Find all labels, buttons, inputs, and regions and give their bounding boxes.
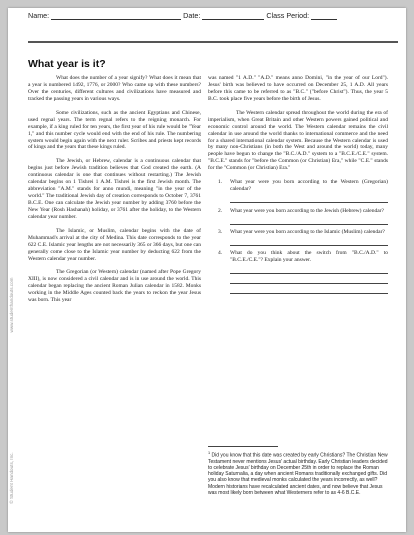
question-text: What year were you born according to the Jewish (Hebrew) calendar? — [230, 207, 384, 214]
right-column — [208, 75, 388, 299]
class-period-label: Class Period: — [266, 11, 310, 20]
regnal-years-paragraph: Some civilizations, such as the ancient Egyptians and Chinese, used regnal years. The term regnal refers to the reigning monarch. For example, if a king ruled for ten years, the first year of his rule would be "Year 1," and this number cycle would end with the end of his rule. The numbering system would begin again with the next ruler. Scribes and priests kept records of kings and the years that these kings ruled. — [28, 109, 201, 151]
side-url-text: www.studenthandouts.com — [9, 277, 14, 333]
question-text: What do you think about the switch from "B.C./A.D." to "B.C.E./C.E."? Explain your answer. — [230, 250, 388, 264]
class-period-blank — [311, 12, 337, 20]
date-label: Date: — [183, 11, 201, 20]
question-number: 3. — [218, 229, 223, 236]
date-blank — [202, 12, 264, 20]
footnote-text: Did you know that this date was created by early Christians? The Christian New Testament never mentions Jesus' actual birthday. Early Christian leaders decided to celebrate Jesus' birthday on December 25th in order to replace the Roman holiday Saturnalia, a day when ancient Romans traditionally exchanged gifts. Did you also know that medieval monks calculated the years incorrectly, as well? Modern historians have recalculated ancient dates, and now believe that Jesus was most likely born between what Westerners refer to as 4-6 B.C.E. — [208, 452, 388, 496]
islamic-calendar-paragraph: The Islamic, or Muslim, calendar begins with the date of Muhammad's arrival at the city of Medina. This date corresponds to the year 622 C.E. Islamic year lengths are not necessarily 365 or 366 days, but one can generally come close to the Islamic year number by deducting 622 from the Western calendar year number. — [28, 227, 201, 262]
answer-line[interactable] — [230, 285, 388, 294]
answer-line[interactable] — [230, 237, 388, 246]
header-divider — [28, 41, 398, 43]
gregorian-calendar-paragraph: The Gregorian (or Western) calendar (named after Pope Gregory XIII), is now considered a civil calendar and is in use around the world. This calendar began replacing the ancient Roman Julian calendar in 1582. Monks working in the Middle Ages counted back the years to reckon the year Jesus was born. This year — [28, 269, 201, 304]
name-label: Name: — [28, 11, 50, 20]
worksheet-title: What year is it? — [28, 58, 106, 70]
student-info-header — [28, 11, 396, 20]
worksheet-page — [8, 8, 406, 532]
left-column — [28, 75, 201, 311]
answer-line[interactable] — [230, 216, 388, 225]
question-item — [208, 229, 388, 246]
side-copyright-text: © Student Handouts, Inc. — [9, 452, 14, 504]
question-text: What year were you born according to the Islamic (Muslim) calendar? — [230, 229, 385, 236]
question-item — [208, 250, 388, 294]
question-text: What year were you born according to the Western (Gregorian) calendar? — [230, 179, 388, 193]
question-number: 4. — [218, 250, 223, 257]
answer-line[interactable] — [230, 194, 388, 203]
answer-line[interactable] — [230, 265, 388, 274]
answer-line[interactable] — [230, 275, 388, 284]
footnote — [208, 450, 388, 496]
footnote-marker: 1 — [208, 451, 211, 455]
footnote-divider — [208, 446, 278, 447]
question-item — [208, 179, 388, 203]
gregorian-continuation-paragraph: was named "1 A.D." "A.D." means anno Domini, "in the year of our Lord"). Jesus' birth was believed to have occurred on December 25, 1 A.D. All years before this came to be referred to as "B.C." ("before Christ"). Thus, the year 5 B.C. took place five years before the birth of Jesus. — [208, 75, 388, 102]
western-calendar-paragraph: The Western calendar spread throughout the world during the era of imperialism, when Great Britain and other Western powers gained political and economic control around the world. The Western calendar remains the civil calendar in use around the world thanks to international commerce and the need for a shared international calendar system. Because the Western calendar is used by many non-Christians (in both the West and around the world) today, many people have begun to change the "B.C./A.D." system to a "B.C.E./C.E." system. "B.C.E." stands for "before the Common (or Christian) Era," while "C.E." stands for the "Common (or Christian) Era." — [208, 109, 388, 172]
question-item — [208, 208, 388, 225]
question-number: 1. — [218, 179, 223, 186]
name-blank — [51, 12, 181, 20]
question-list — [208, 179, 388, 294]
question-number: 2. — [218, 207, 223, 214]
jewish-calendar-paragraph: The Jewish, or Hebrew, calendar is a continuous calendar that begins just before Jewish tradition believes that God created the earth. (A continuous calendar is one that continues without restarting.) The Jewish calendar begins on 1 Tishrei 1 A.M. Tishrei is the first Jewish month. The abbreviation "A.M." stands for anno mundi, meaning "in the year of the world." The traditional Jewish day of creation corresponds to October 7, 3761 B.C.E. One can calculate the Jewish year number by adding 3760 before the New Year (Rosh Hashanah) holiday, or 3761 after the holiday, to the Western calendar year number. — [28, 158, 201, 220]
intro-paragraph: What does the number of a year signify? What does it mean that a year is numbered 1492, 1776, or 2000? Who came up with these numbers? Over the centuries, different cultures and civilizations have measured and tracked the passing years in various ways. — [28, 75, 201, 102]
